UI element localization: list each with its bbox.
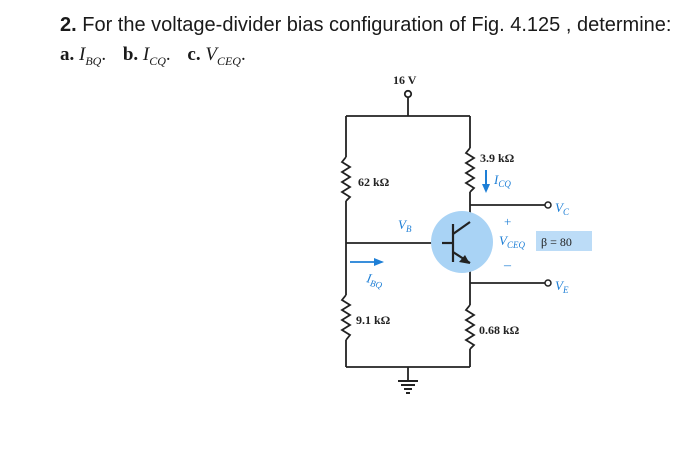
r1-zigzag [342,157,350,201]
vc-terminal [545,202,551,208]
supply-terminal [405,91,411,97]
vceq-minus: – [504,258,511,273]
rc-label: 3.9 kΩ [480,151,515,165]
ve-label: $V_E$ [555,278,569,295]
transistor-body [431,211,493,273]
re-zigzag [466,305,474,349]
part-c: c. $V_{CEQ}$. [187,44,246,68]
vceq-label: $V_{CEQ}$ [499,233,525,250]
ibq-label: $I_{BQ}$ [365,270,384,291]
supply-label: 16 V [393,73,417,87]
question-number: 2. [60,14,77,36]
ve-terminal [545,280,551,286]
part-a: a. $I_{BQ}$. [60,44,107,68]
vc-label: $V_C$ [555,200,569,217]
vceq-plus: + [504,214,512,229]
r1-label: 62 kΩ [358,175,390,189]
r2-zigzag [342,295,350,340]
part-b: b. $I_{CQ}$. [122,44,171,68]
icq-arrow-icon [482,184,490,193]
ground-symbol [398,381,418,393]
re-label: 0.68 kΩ [479,323,520,337]
icq-label: $I_{CQ}$ [494,172,511,189]
question-text: For the voltage-divider bias configuration of Fig. 4.125 , determine: [82,14,672,36]
vb-label: $V_B$ [398,217,412,234]
r2-label: 9.1 kΩ [356,313,391,327]
ibq-arrow-icon [374,258,384,266]
beta-label: β = 80 [541,235,572,249]
rc-zigzag [466,148,474,192]
